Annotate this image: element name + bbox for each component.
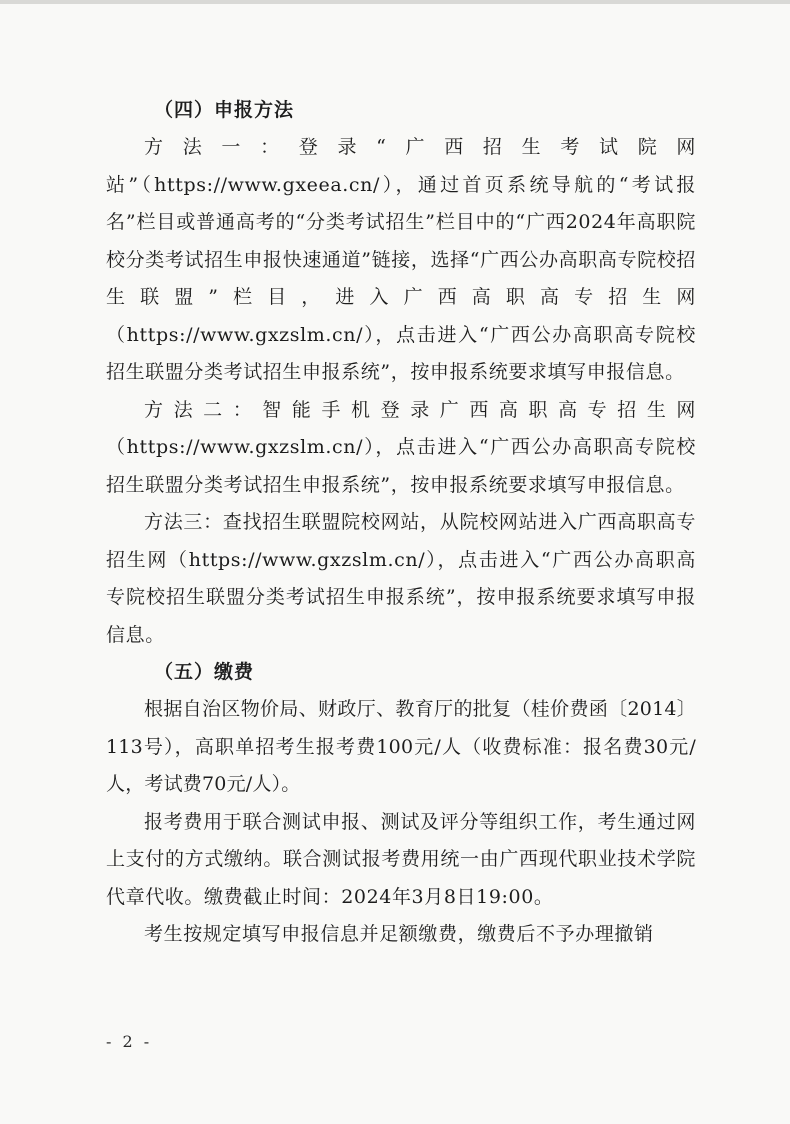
fee-approval-paragraph: 根据自治区物价局、财政厅、教育厅的批复（桂价费函〔2014〕113号），高职单招考生报考费100元/人（收费标准：报名费30元/人，考试费70元/人）。 — [106, 698, 696, 795]
scan-edge — [0, 0, 790, 4]
fee-rules-paragraph: 考生按规定填写申报信息并足额缴费，缴费后不予办理撤销 — [144, 923, 654, 945]
method-one-paragraph: 方法一：登录“广西招生考试院网站”（https://www.gxeea.cn/），通过首页系统导航的“考试报名”栏目或普通高考的“分类考试招生”栏目中的“广西2024年高职院校分类考试招生申报快速通道”链接，选择“广西公办高职高专院校招生联盟”栏目，进入广西高职高专招生网（https://www.gxzslm.cn/），点击进入“广西公办高职高专院校招生联盟分类考试招生申报系统”，按申报系统要求填写申报信息。 — [106, 136, 696, 383]
document-body — [106, 92, 696, 954]
method-two-paragraph: 方法二：智能手机登录广西高职高专招生网（https://www.gxzslm.cn/），点击进入“广西公办高职高专院校招生联盟分类考试招生申报系统”，按申报系统要求填写申报信息。 — [106, 398, 696, 496]
fee-usage-paragraph: 报考费用于联合测试申报、测试及评分等组织工作，考生通过网上支付的方式缴纳。联合测试报考费用统一由广西现代职业技术学院代章代收。缴费截止时间：2024年3月8日19:00。 — [106, 810, 696, 908]
section-heading-application-method: （四）申报方法 — [154, 99, 295, 121]
section-heading-payment: （五）缴费 — [154, 661, 255, 683]
method-three-paragraph: 方法三：查找招生联盟院校网站，从院校网站进入广西高职高专招生网（https://www.gxzslm.cn/），点击进入“广西公办高职高专院校招生联盟分类考试招生申报系统”，按申报系统要求填写申报信息。 — [106, 511, 696, 646]
page-number: - 2 - — [106, 1032, 153, 1051]
